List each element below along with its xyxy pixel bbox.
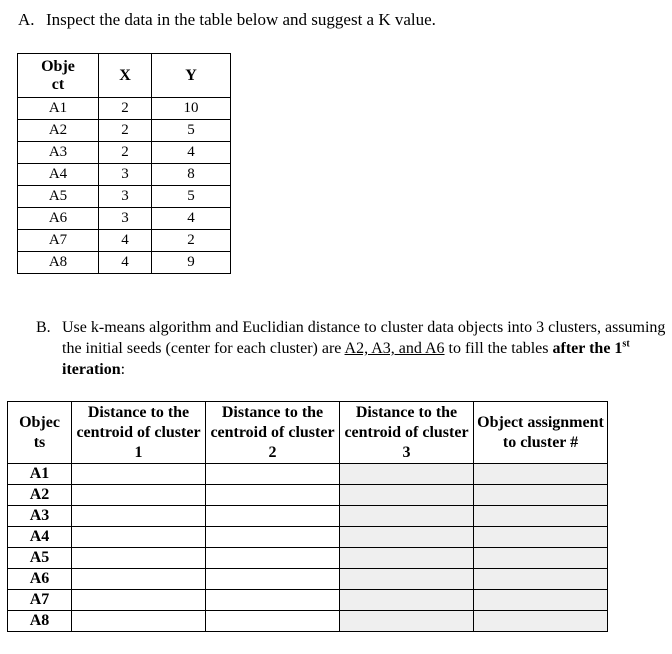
y-cell: 4 — [152, 142, 231, 164]
table-row — [18, 98, 231, 120]
distance-cluster-1-cell[interactable] — [72, 569, 206, 590]
question-a-label: A. — [18, 10, 35, 29]
x-cell: 3 — [99, 186, 152, 208]
header-distance-cluster-3: Distance to the centroid of cluster 3 — [340, 402, 474, 464]
object-label-cell: A5 — [8, 548, 72, 569]
distance-cluster-3-cell[interactable] — [340, 527, 474, 548]
data-table-header-row — [18, 54, 231, 98]
header-objects — [8, 402, 72, 464]
distance-cluster-2-cell[interactable] — [206, 485, 340, 506]
x-cell: 3 — [99, 208, 152, 230]
object-cell: A4 — [18, 164, 99, 186]
distance-cluster-2-cell[interactable] — [206, 527, 340, 548]
x-cell: 2 — [99, 120, 152, 142]
object-cell: A5 — [18, 186, 99, 208]
object-cell: A1 — [18, 98, 99, 120]
question-b-text-3: : — [120, 361, 126, 378]
answer-table — [7, 401, 608, 632]
cluster-assignment-cell[interactable] — [474, 464, 608, 485]
question-b-label: B. — [36, 319, 51, 336]
cluster-assignment-cell[interactable] — [474, 611, 608, 632]
distance-cluster-1-cell[interactable] — [72, 611, 206, 632]
object-label-cell: A3 — [8, 506, 72, 527]
object-label-cell: A6 — [8, 569, 72, 590]
table-row — [18, 230, 231, 252]
table-row — [8, 569, 608, 590]
distance-cluster-1-cell[interactable] — [72, 590, 206, 611]
header-cluster-assignment: Object assignment to cluster # — [474, 402, 608, 464]
table-row — [8, 611, 608, 632]
object-label-cell: A2 — [8, 485, 72, 506]
header-object-text: Obje ct — [41, 57, 75, 93]
cluster-assignment-cell[interactable] — [474, 590, 608, 611]
header-x: X — [99, 54, 152, 98]
table-row — [18, 120, 231, 142]
distance-cluster-3-cell[interactable] — [340, 590, 474, 611]
distance-cluster-3-cell[interactable] — [340, 548, 474, 569]
table-row — [18, 252, 231, 274]
header-y: Y — [152, 54, 231, 98]
object-cell: A7 — [18, 230, 99, 252]
header-object — [18, 54, 99, 98]
x-cell: 2 — [99, 142, 152, 164]
table-row — [18, 208, 231, 230]
ordinal-suffix: st — [622, 338, 630, 350]
distance-cluster-2-cell[interactable] — [206, 506, 340, 527]
distance-cluster-1-cell[interactable] — [72, 548, 206, 569]
bold-text-1: after the 1 — [552, 340, 623, 357]
table-row — [18, 142, 231, 164]
distance-cluster-1-cell[interactable] — [72, 506, 206, 527]
header-distance-cluster-2: Distance to the centroid of cluster 2 — [206, 402, 340, 464]
question-a-text: Inspect the data in the table below and suggest a K value. — [46, 10, 436, 29]
cluster-assignment-cell[interactable] — [474, 506, 608, 527]
x-cell: 4 — [99, 230, 152, 252]
object-label-cell: A8 — [8, 611, 72, 632]
bold-text-2: iteration — [62, 361, 121, 378]
distance-cluster-3-cell[interactable] — [340, 485, 474, 506]
question-b-text-2: to fill the tables — [444, 340, 553, 357]
distance-cluster-3-cell[interactable] — [340, 611, 474, 632]
question-b-text — [62, 317, 666, 380]
x-cell: 4 — [99, 252, 152, 274]
cluster-assignment-cell[interactable] — [474, 569, 608, 590]
distance-cluster-3-cell[interactable] — [340, 569, 474, 590]
table-row — [8, 464, 608, 485]
header-distance-cluster-1: Distance to the centroid of cluster 1 — [72, 402, 206, 464]
table-row — [8, 485, 608, 506]
y-cell: 10 — [152, 98, 231, 120]
table-row — [8, 527, 608, 548]
y-cell: 9 — [152, 252, 231, 274]
distance-cluster-1-cell[interactable] — [72, 527, 206, 548]
y-cell: 8 — [152, 164, 231, 186]
object-cell: A2 — [18, 120, 99, 142]
cluster-assignment-cell[interactable] — [474, 548, 608, 569]
object-cell: A6 — [18, 208, 99, 230]
object-label-cell: A7 — [8, 590, 72, 611]
distance-cluster-2-cell[interactable] — [206, 548, 340, 569]
distance-cluster-3-cell[interactable] — [340, 464, 474, 485]
question-a — [18, 10, 436, 30]
object-label-cell: A1 — [8, 464, 72, 485]
object-cell: A8 — [18, 252, 99, 274]
distance-cluster-1-cell[interactable] — [72, 464, 206, 485]
x-cell: 3 — [99, 164, 152, 186]
distance-cluster-2-cell[interactable] — [206, 611, 340, 632]
distance-cluster-2-cell[interactable] — [206, 590, 340, 611]
table-row — [8, 548, 608, 569]
initial-seeds: A2, A3, and A6 — [344, 340, 445, 357]
x-cell: 2 — [99, 98, 152, 120]
question-b — [36, 317, 666, 380]
table-row — [8, 590, 608, 611]
header-objects-text: Objec ts — [19, 413, 60, 451]
data-table — [17, 53, 231, 274]
object-cell: A3 — [18, 142, 99, 164]
question-b-text-1: Use k-means algorithm and Euclidian distance to cluster data objects into 3 clusters, assuming the initial seeds (center for each cluster) are — [62, 319, 666, 357]
cluster-assignment-cell[interactable] — [474, 485, 608, 506]
y-cell: 5 — [152, 120, 231, 142]
table-row — [8, 506, 608, 527]
y-cell: 2 — [152, 230, 231, 252]
distance-cluster-2-cell[interactable] — [206, 464, 340, 485]
answer-table-header-row — [8, 402, 608, 464]
table-row — [18, 186, 231, 208]
distance-cluster-3-cell[interactable] — [340, 506, 474, 527]
distance-cluster-2-cell[interactable] — [206, 569, 340, 590]
distance-cluster-1-cell[interactable] — [72, 485, 206, 506]
y-cell: 4 — [152, 208, 231, 230]
table-row — [18, 164, 231, 186]
object-label-cell: A4 — [8, 527, 72, 548]
cluster-assignment-cell[interactable] — [474, 527, 608, 548]
y-cell: 5 — [152, 186, 231, 208]
